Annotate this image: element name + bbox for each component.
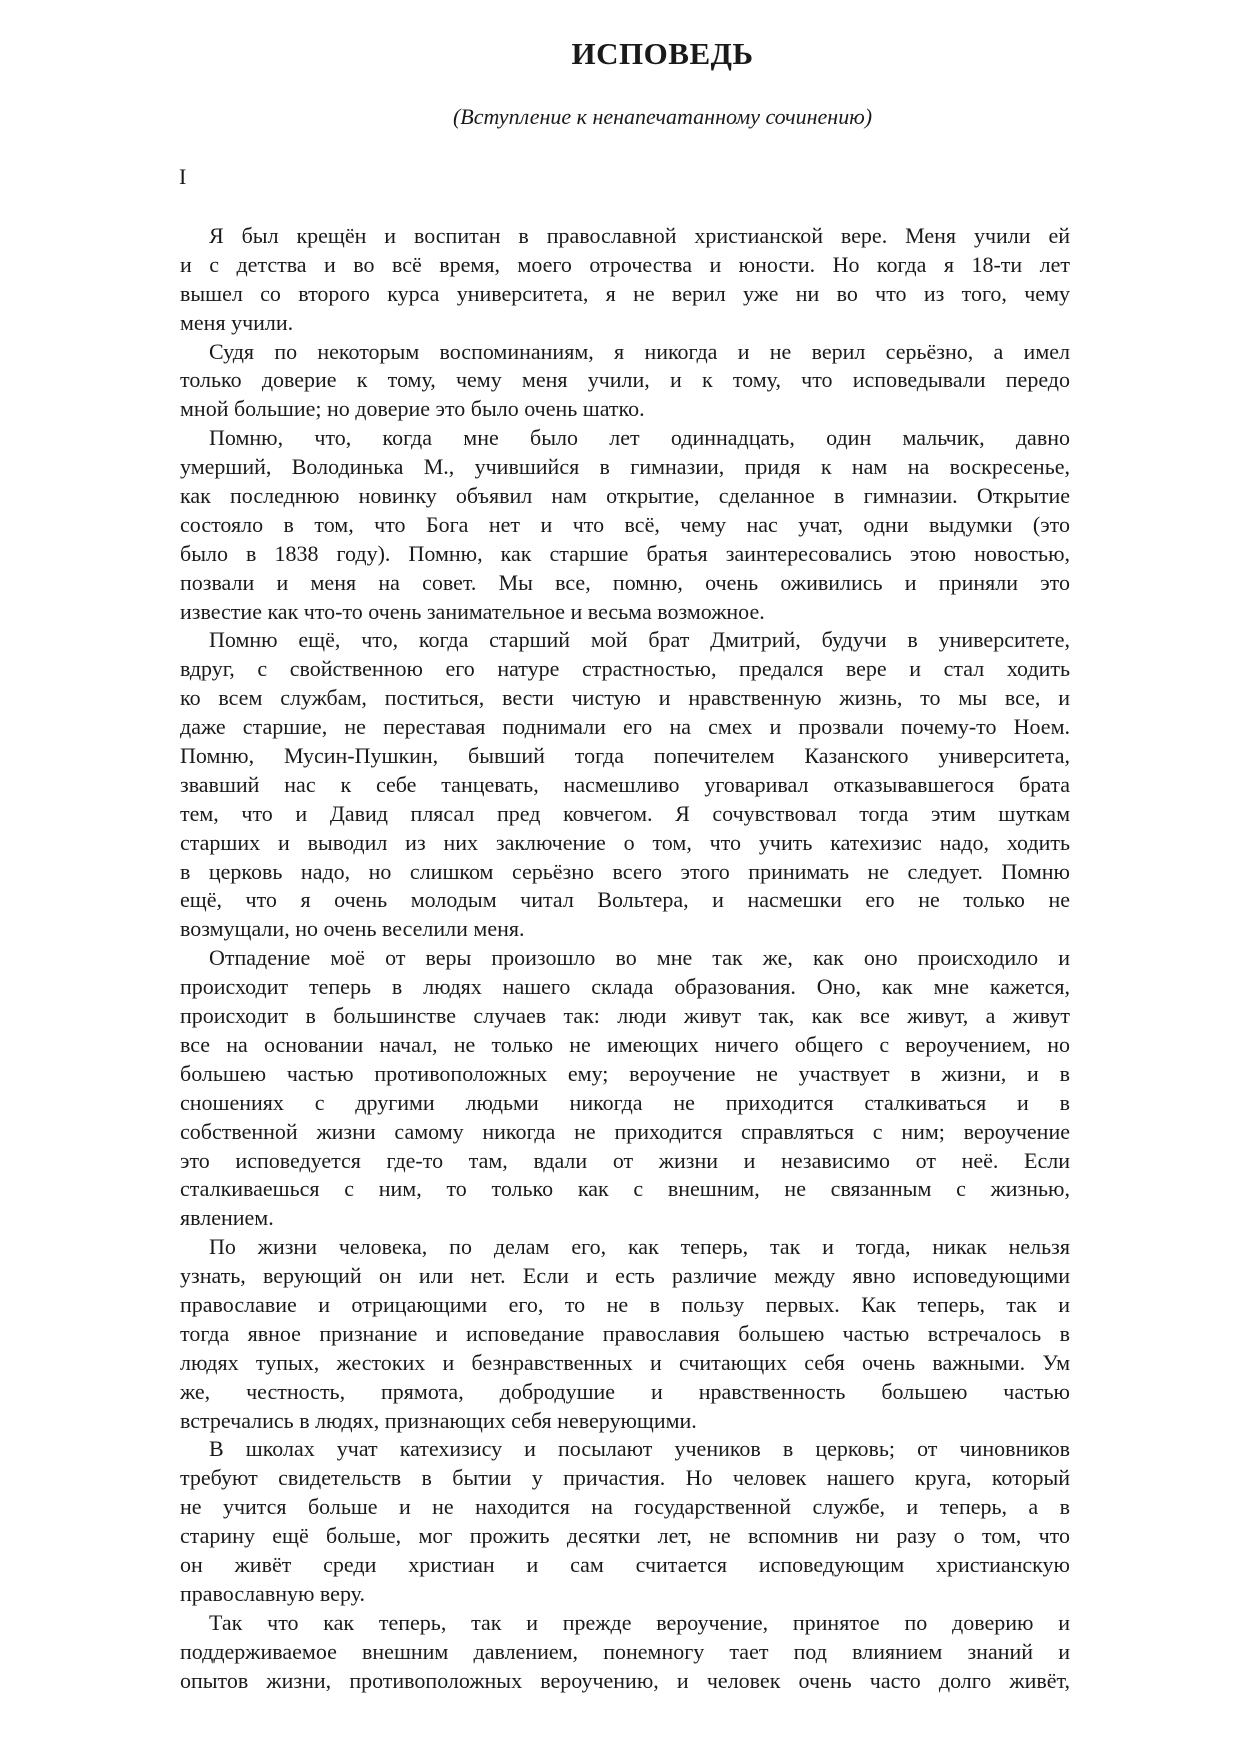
paragraph — [180, 1435, 1070, 1608]
body-text — [180, 222, 1070, 1695]
paragraph — [180, 1609, 1070, 1696]
text-line: происходит теперь в людях нашего склада образования. Оно, как мне кажется, — [180, 974, 1070, 1000]
text-line: ко всем службам, поститься, вести чистую и нравственную жизнь, то мы все, и — [180, 685, 1070, 711]
text-line: старину ещё больше, мог прожить десятки лет, не вспомнив ни разу о том, что — [180, 1523, 1070, 1549]
text-line: требуют свидетельств в бытии у причастия. Но человек нашего круга, который — [180, 1465, 1070, 1491]
text-line: Отпадение моё от веры произошло во мне так же, как оно происходило и — [209, 945, 1070, 971]
document-title: ИСПОВЕДЬ — [571, 36, 754, 71]
paragraph — [180, 338, 1070, 425]
paragraph — [180, 424, 1070, 626]
text-line: В школах учат катехизису и посылают учеников в церковь; от чиновников — [209, 1436, 1070, 1462]
text-line: Помню, Мусин-Пушкин, бывший тогда попечителем Казанского университета, — [180, 743, 1070, 769]
paragraph — [180, 944, 1070, 1233]
text-line: вдруг, с свойственною его натуре страстностью, предался вере и стал ходить — [180, 656, 1070, 682]
paragraph — [180, 626, 1070, 944]
text-line: и с детства и во всё время, моего отрочества и юности. Но когда я 18-ти лет — [180, 251, 1070, 277]
text-line: явлением. — [180, 1205, 274, 1231]
text-line: происходит в большинстве случаев так: люди живут так, как все живут, а живут — [180, 1003, 1070, 1029]
text-line: умерший, Володинька М., учившийся в гимназии, придя к нам на воскресенье, — [180, 454, 1070, 480]
text-line: меня учили. — [180, 309, 294, 335]
text-line: как последнюю новинку объявил нам открытие, сделанное в гимназии. Открытие — [180, 483, 1070, 509]
text-line: поддерживаемое внешним давлением, понемногу тает под влиянием знаний и — [180, 1638, 1070, 1664]
paragraph — [180, 1233, 1070, 1435]
paragraph — [180, 222, 1070, 338]
text-line: было в 1838 году). Помню, как старшие братья заинтересовались этою новостью, — [180, 540, 1070, 566]
text-line: тем, что и Давид плясал пред ковчегом. Я сочувствовал тогда этим шуткам — [180, 800, 1070, 826]
text-line: возмущали, но очень веселили меня. — [180, 916, 525, 942]
text-line: он живёт среди христиан и сам считается исповедующим христианскую — [180, 1551, 1070, 1577]
text-line: все на основании начал, не только не имеющих ничего общего с вероучением, но — [180, 1031, 1070, 1057]
text-line: тогда явное признание и исповедание православия большею частью встречалось в — [180, 1320, 1070, 1346]
text-line: сталкиваешься с ним, то только как с внешним, не связанным с жизнью, — [180, 1176, 1070, 1202]
text-line: позвали и меня на совет. Мы все, помню, очень оживились и приняли это — [180, 569, 1070, 595]
text-line: встречались в людях, признающих себя неверующими. — [180, 1407, 697, 1433]
text-line: православие и отрицающими его, то не в пользу первых. Как теперь, так и — [180, 1291, 1070, 1317]
text-line: ещё, что я очень молодым читал Вольтера, и насмешки его не только не — [180, 887, 1070, 913]
text-line: большею частью противоположных ему; вероучение не участвует в жизни, и в — [180, 1060, 1070, 1086]
text-line: сношениях с другими людьми никогда не приходится сталкиваться и в — [180, 1089, 1070, 1115]
text-line: людях тупых, жестоких и безнравственных и считающих себя очень важными. Ум — [180, 1349, 1070, 1375]
text-line: вышел со второго курса университета, я не верил уже ни во что из того, чему — [180, 280, 1070, 306]
text-line: состояло в том, что Бога нет и что всё, чему нас учат, одни выдумки (это — [180, 511, 1070, 537]
text-line: Помню, что, когда мне было лет одиннадцать, один мальчик, давно — [209, 425, 1070, 451]
text-line: не учится больше и не находится на государственной службе, и теперь, а в — [180, 1494, 1070, 1520]
chapter-number: I — [179, 164, 187, 189]
text-line: опытов жизни, противоположных вероучению, и человек очень часто долго живёт, — [180, 1667, 1070, 1693]
text-line: Помню ещё, что, когда старший мой брат Дмитрий, будучи в университете, — [209, 627, 1070, 653]
text-line: даже старшие, не переставая поднимали его на смех и прозвали почему-то Ноем. — [180, 714, 1070, 740]
text-line: же, честность, прямота, добродушие и нравственность большею частью — [180, 1378, 1070, 1404]
text-line: мной большие; но доверие это было очень шатко. — [180, 396, 645, 422]
text-line: узнать, верующий он или нет. Если и есть различие между явно исповедующими — [180, 1263, 1070, 1289]
text-line: По жизни человека, по делам его, как теперь, так и тогда, никак нельзя — [209, 1234, 1070, 1260]
text-line: Так что как теперь, так и прежде вероучение, принятое по доверию и — [209, 1609, 1070, 1635]
text-line: в церковь надо, но слишком серьёзно всего этого принимать не следует. Помню — [180, 858, 1070, 884]
text-line: только доверие к тому, чему меня учили, и к тому, что исповедывали передо — [180, 367, 1070, 393]
text-line: Я был крещён и воспитан в православной христианской вере. Меня учили ей — [209, 223, 1070, 248]
text-line: это исповедуется где-то там, вдали от жизни и независимо от неё. Если — [180, 1147, 1070, 1173]
text-line: собственной жизни самому никогда не приходится справляться с ним; вероучение — [180, 1118, 1070, 1144]
text-line: Судя по некоторым воспоминаниям, я никогда и не верил серьёзно, а имел — [209, 338, 1070, 364]
document-subtitle: (Вступление к ненапечатанному сочинению) — [452, 104, 873, 129]
text-line: православную веру. — [180, 1580, 365, 1606]
text-line: старших и выводил из них заключение о том, что учить катехизис надо, ходить — [180, 829, 1070, 855]
text-line: звавший нас к себе танцевать, насмешливо уговаривал отказывавшегося брата — [180, 771, 1070, 797]
text-line: известие как что-то очень занимательное и весьма возможное. — [180, 598, 765, 624]
